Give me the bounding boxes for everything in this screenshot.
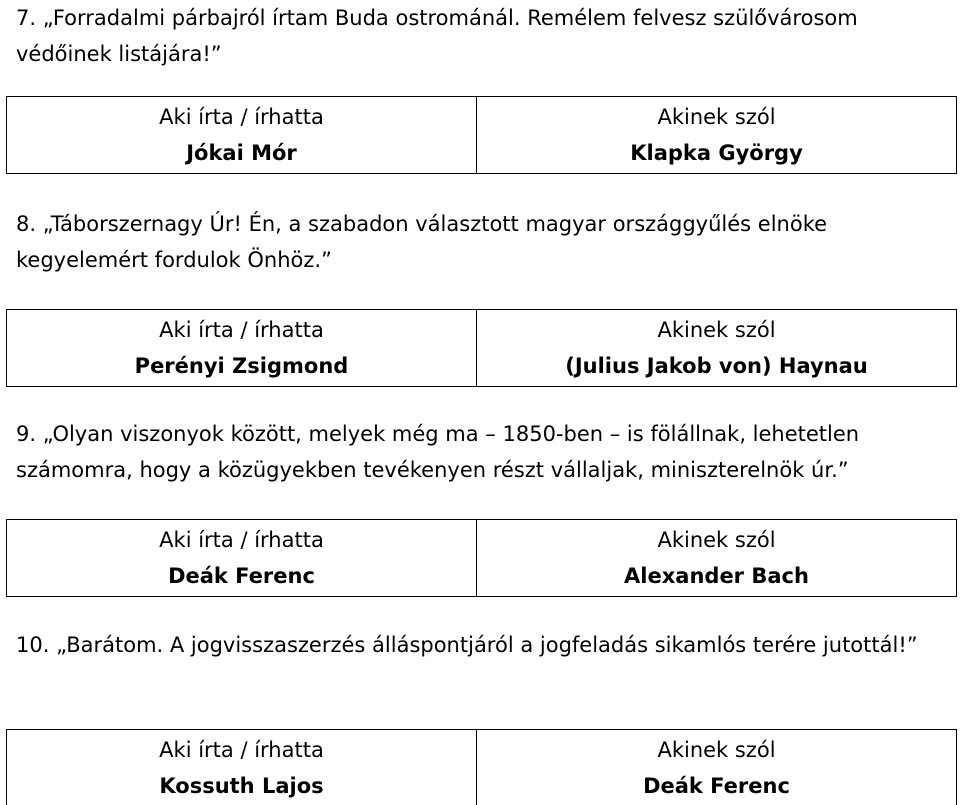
answer-table-7 (6, 96, 957, 174)
question-9-text: 9. „Olyan viszonyok között, melyek még ma – 1850-ben – is fölállnak, lehetetlen számomra, hogy a közügyekben tevékenyen részt vállaljak, miniszterelnök úr.” (16, 422, 860, 482)
author-header: Aki írta / írhatta (159, 528, 324, 552)
author-header: Aki írta / írhatta (159, 738, 324, 762)
answer-table-10 (6, 729, 957, 805)
answer-table-9 (6, 519, 957, 597)
addressee-value: Alexander Bach (624, 564, 809, 588)
author-cell (7, 97, 477, 174)
author-value: Perényi Zsigmond (134, 354, 349, 378)
addressee-header: Akinek szól (657, 105, 776, 129)
addressee-value: (Julius Jakob von) Haynau (565, 354, 868, 378)
addressee-header: Akinek szól (657, 318, 776, 342)
author-cell (7, 310, 477, 387)
addressee-cell (477, 97, 957, 174)
question-7-text: 7. „Forradalmi párbajról írtam Buda ostrománál. Remélem felvesz szülővárosom védőinek listájára!” (16, 6, 858, 66)
addressee-value: Deák Ferenc (643, 774, 790, 798)
author-header: Aki írta / írhatta (159, 105, 324, 129)
author-cell (7, 520, 477, 597)
author-cell (7, 730, 477, 805)
addressee-header: Akinek szól (657, 528, 776, 552)
question-8-text: 8. „Táborszernagy Úr! Én, a szabadon választott magyar országgyűlés elnöke kegyelemért fordulok Önhöz.” (16, 212, 828, 272)
author-value: Jókai Mór (186, 141, 297, 165)
addressee-cell (477, 520, 957, 597)
author-header: Aki írta / írhatta (159, 318, 324, 342)
addressee-value: Klapka György (630, 141, 803, 165)
addressee-cell (477, 730, 957, 805)
addressee-header: Akinek szól (657, 738, 776, 762)
author-value: Deák Ferenc (168, 564, 315, 588)
question-10-text: 10. „Barátom. A jogvisszaszerzés álláspontjáról a jogfeladás sikamlós terére jutottál!” (16, 633, 918, 657)
addressee-cell (477, 310, 957, 387)
author-value: Kossuth Lajos (159, 774, 324, 798)
answer-table-8 (6, 309, 957, 387)
